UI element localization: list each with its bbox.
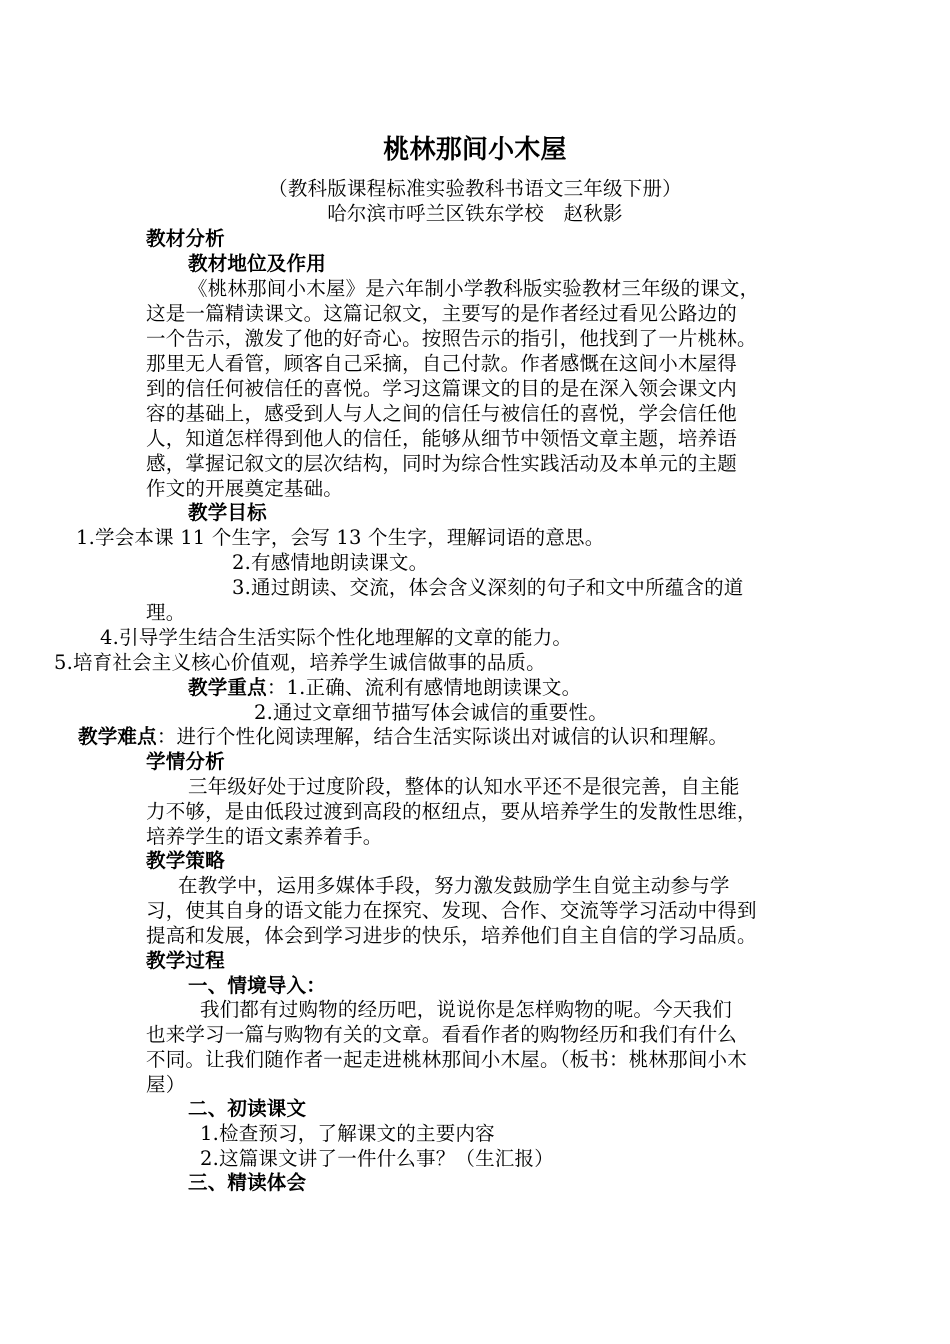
goal-item: 5.培育社会主义核心价值观，培养学生诚信做事的品质。	[54, 651, 546, 674]
step-heading: 三、精读体会	[188, 1171, 307, 1194]
paragraph-line: 提高和发展，体会到学习进步的快乐，培养他们自主自信的学习品质。	[146, 924, 757, 947]
difficulty-text: ：进行个性化阅读理解，结合生活实际谈出对诚信的认识和理解。	[156, 725, 729, 748]
paragraph-line: 也来学习一篇与购物有关的文章。看看作者的购物经历和我们有什么	[146, 1023, 738, 1046]
question-item: 2.这篇课文讲了一件什么事？（生汇报）	[200, 1147, 554, 1170]
paragraph-line: 培养学生的语文素养着手。	[146, 825, 383, 848]
document-subtitle: （教科版课程标准实验教科书语文三年级下册）	[268, 177, 682, 200]
paragraph-line: 《桃林那间小木屋》是六年制小学教科版实验教材三年级的课文，	[188, 277, 760, 300]
paragraph-line: 作文的开展奠定基础。	[146, 477, 344, 500]
step-heading: 二、初读课文	[188, 1097, 307, 1120]
paragraph-line: 那里无人看管，顾客自己采摘，自己付款。作者感慨在这间小木屋得	[146, 352, 738, 375]
section-heading-analysis: 教材分析	[146, 227, 225, 250]
paragraph-line: 不同。让我们随作者一起走进桃林那间小木屋。（板书：桃林那间小木	[146, 1048, 747, 1071]
goal-item: 3.通过朗读、交流，体会含义深刻的句子和文中所蕴含的道	[232, 576, 744, 599]
paragraph-line: 力不够，是由低段过渡到高段的枢纽点，要从培养学生的发散性思维，	[146, 800, 757, 823]
paragraph-line: 感，掌握记叙文的层次结构，同时为综合性实践活动及本单元的主题	[146, 452, 738, 475]
section-heading-learners: 学情分析	[146, 750, 225, 773]
paragraph-line: 三年级好处于过度阶段，整体的认知水平还不是很完善，自主能	[188, 775, 740, 798]
goal-item: 2.有感情地朗读课文。	[232, 551, 429, 574]
document-title: 桃林那间小木屋	[383, 135, 567, 165]
goal-item: 1.学会本课 11 个生字，会写 13 个生字，理解词语的意思。	[76, 526, 605, 549]
goal-item: 4.引导学生结合生活实际个性化地理解的文章的能力。	[100, 626, 573, 649]
paragraph-line: 这是一篇精读课文。这篇记叙文，主要写的是作者经过看见公路边的	[146, 302, 738, 325]
paragraph-line: 容的基础上，感受到人与人之间的信任与被信任的喜悦，学会信任他	[146, 402, 738, 425]
section-heading-process: 教学过程	[146, 949, 225, 972]
paragraph-line: 在教学中，运用多媒体手段，努力激发鼓励学生自觉主动参与学	[178, 874, 730, 897]
paragraph-line: 人，知道怎样得到他人的信任，能够从细节中领悟文章主题，培养语	[146, 427, 738, 450]
step-heading: 一、情境导入：	[188, 974, 326, 997]
question-item: 1.检查预习，了解课文的主要内容	[200, 1122, 495, 1145]
paragraph-line: 我们都有过购物的经历吧，说说你是怎样购物的呢。今天我们	[200, 998, 732, 1021]
subheading-position: 教材地位及作用	[188, 252, 326, 275]
key-points-line	[188, 675, 581, 700]
key-point-item: ：1.正确、流利有感情地朗读课文。	[266, 676, 582, 699]
paragraph-line: 习，使其自身的语文能力在探究、发现、合作、交流等学习活动中得到	[146, 899, 757, 922]
paragraph-line: 到的信任何被信任的喜悦。学习这篇课文的目的是在深入领会课文内	[146, 377, 738, 400]
difficulty-label: 教学难点	[78, 725, 157, 748]
section-heading-strategy: 教学策略	[146, 849, 225, 872]
author-line: 哈尔滨市呼兰区铁东学校 赵秋影	[327, 202, 623, 225]
difficulty-line	[78, 724, 728, 749]
key-point-item: 2.通过文章细节描写体会诚信的重要性。	[254, 701, 608, 724]
key-points-label: 教学重点	[188, 676, 267, 699]
subheading-goals: 教学目标	[188, 501, 267, 524]
paragraph-line: 屋）	[146, 1073, 186, 1096]
paragraph-line: 一个告示，激发了他的好奇心。按照告示的指引，他找到了一片桃林。	[146, 327, 757, 350]
goal-item-continued: 理。	[146, 601, 186, 624]
